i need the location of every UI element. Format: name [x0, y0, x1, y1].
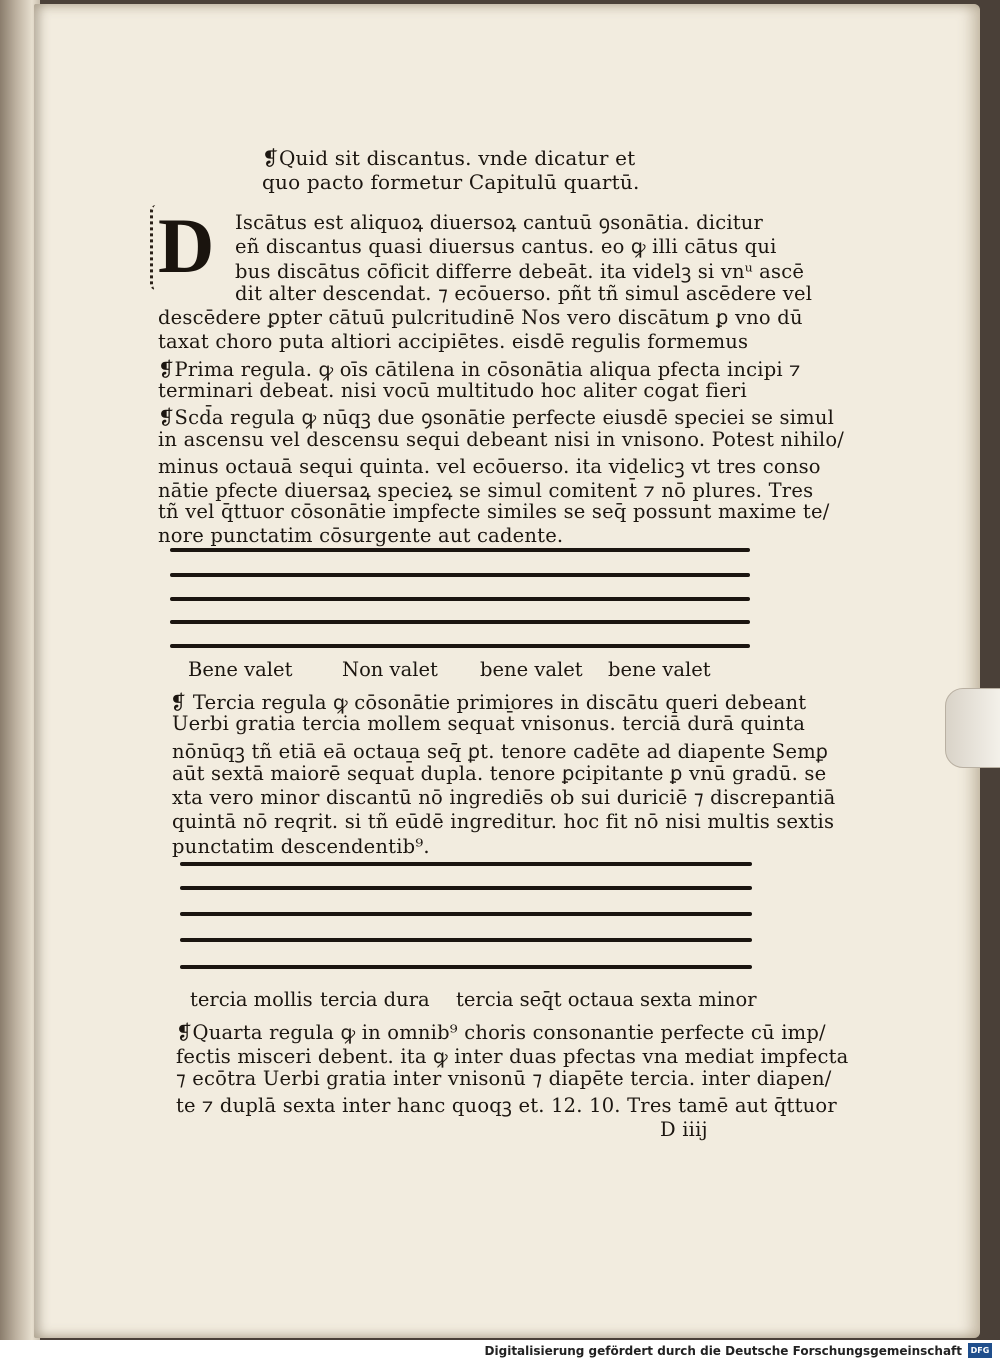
paragraph-1-line: bus discātus cōficit differre debeāt. ita videlꝫ si vnᵘ ascē: [235, 260, 805, 283]
chapter-heading-line-2: quo pacto formetur Capitulū quartū.: [262, 170, 640, 194]
paragraph-1-line: taxat choro puta altiori accipiētes. eisdē regulis formemus: [158, 330, 749, 353]
rule-4-line: te ⁊ duplā sexta inter hanc quoqꝫ et. 12. 10. Tres tamē aut q̄ttuor: [176, 1094, 837, 1117]
footer-credit: Digitalisierung gefördert durch die Deutsche Forschungsgemeinschaft: [484, 1344, 962, 1358]
rule-2-line: nore punctatim cōsurgente aut cadente.: [158, 524, 564, 547]
rule-4-line: ❡Quarta regula ꝙ in omnib⁹ choris consonantie perfecte cū imp/: [176, 1021, 826, 1044]
rule-1-line: terminari debeat. nisi vocū multitudo hoc aliter cogat fieri: [158, 379, 747, 402]
rule-1-line: ❡Prima regula. ꝙ oīs cātilena in cōsonātia aliqua pfecta incipi ⁊: [158, 358, 801, 381]
staff-2-label: sexta minor: [640, 988, 757, 1011]
rule-4-line: fectis misceri debent. ita ꝙ inter duas pfectas vna mediat impfecta: [176, 1045, 849, 1068]
rule-3-line: nōnūqꝫ tñ etiā eā octaua seq̄ ꝑt. tenore cadēte ad diapente Semꝑ: [172, 740, 829, 763]
paragraph-1-line: descēdere ꝑpter cātuū pulcritudinē Nos vero discātum ꝑ vno dū: [158, 306, 803, 329]
staff-line: [170, 644, 750, 648]
staff-line: [180, 938, 752, 942]
staff-line: [170, 548, 750, 552]
decorated-initial: D: [158, 202, 215, 289]
rule-3-line: aūt sextā maiorē sequat̄ dupla. tenore ꝑcipitante ꝑ vnū gradū. se: [172, 762, 827, 785]
paragraph-1-line: Iscātus est aliquoꝝ diuersoꝝ cantuū ꝯsonātia. dicitur: [235, 211, 764, 234]
rule-2-line: ❡Scd̄a regula ꝙ nūqꝫ due ꝯsonātie perfecte eiusdē speciei se simul: [158, 406, 835, 429]
staff-2-label: tercia mollis: [190, 988, 313, 1011]
staff-line: [170, 573, 750, 577]
staff-1-label: bene valet: [608, 658, 711, 681]
staff-line: [180, 862, 752, 866]
rule-2-line: nātie pfecte diuersaꝝ specieꝝ se simul comitent̄ ⁊ nō plures. Tres: [158, 479, 814, 502]
paragraph-1-line: dit alter descendat. ⁊ ecōuerso. pñt tñ simul ascēdere vel: [235, 282, 813, 305]
staff-1-label: bene valet: [480, 658, 583, 681]
rule-2-line: minus octauā sequi quinta. vel ecōuerso. ita videlicꝫ vt tres conso: [158, 455, 821, 478]
chapter-heading-line-1: ❡Quid sit discantus. vnde dicatur et: [262, 146, 636, 170]
music-staff-2: [180, 862, 752, 972]
staff-line: [180, 912, 752, 916]
rule-2-line: in ascensu vel descensu sequi debeant nisi in vnisono. Potest nihilo/: [158, 428, 845, 451]
staff-1-label: Non valet: [342, 658, 438, 681]
staff-line: [170, 620, 750, 624]
staff-2-label: tercia seq̄t octaua: [456, 988, 635, 1011]
rule-3-line: quintā nō reqrit. si tñ eūdē ingreditur. hoc fit nō nisi multis sextis: [172, 810, 835, 833]
staff-2-label: tercia dura: [320, 988, 430, 1011]
rule-3-line: xta vero minor discantū nō ingrediēs ob sui duriciē ⁊ discrepantiā: [172, 786, 836, 809]
staff-line: [180, 886, 752, 890]
rule-3-line: punctatim descendentib⁹.: [172, 835, 430, 858]
dfg-logo[interactable]: DFG: [968, 1343, 992, 1358]
signature-mark: D iiij: [660, 1118, 708, 1141]
page-tab: [945, 688, 1000, 768]
rule-4-line: ⁊ ecōtra Uerbi gratia inter vnisonū ⁊ diapēte tercia. inter diapen/: [176, 1067, 832, 1090]
footer-bar: [0, 1340, 1000, 1363]
paragraph-1-line: eñ discantus quasi diuersus cantus. eo ꝙ illi cātus qui: [235, 235, 777, 258]
rule-2-line: tñ vel q̄ttuor cōsonātie impfecte similes se seq̄ possunt maxime te/: [158, 500, 830, 523]
rule-3-line: Uerbi gratia tercia mollem sequat̄ vnisonus. terciā durā quinta: [172, 712, 806, 735]
staff-line: [170, 597, 750, 601]
rule-3-line: ❡ Tercia regula ꝙ cōsonātie primiores in discātu queri debeant: [170, 691, 807, 714]
staff-1-label: Bene valet: [188, 658, 293, 681]
staff-line: [180, 965, 752, 969]
music-staff-1: [170, 548, 750, 638]
